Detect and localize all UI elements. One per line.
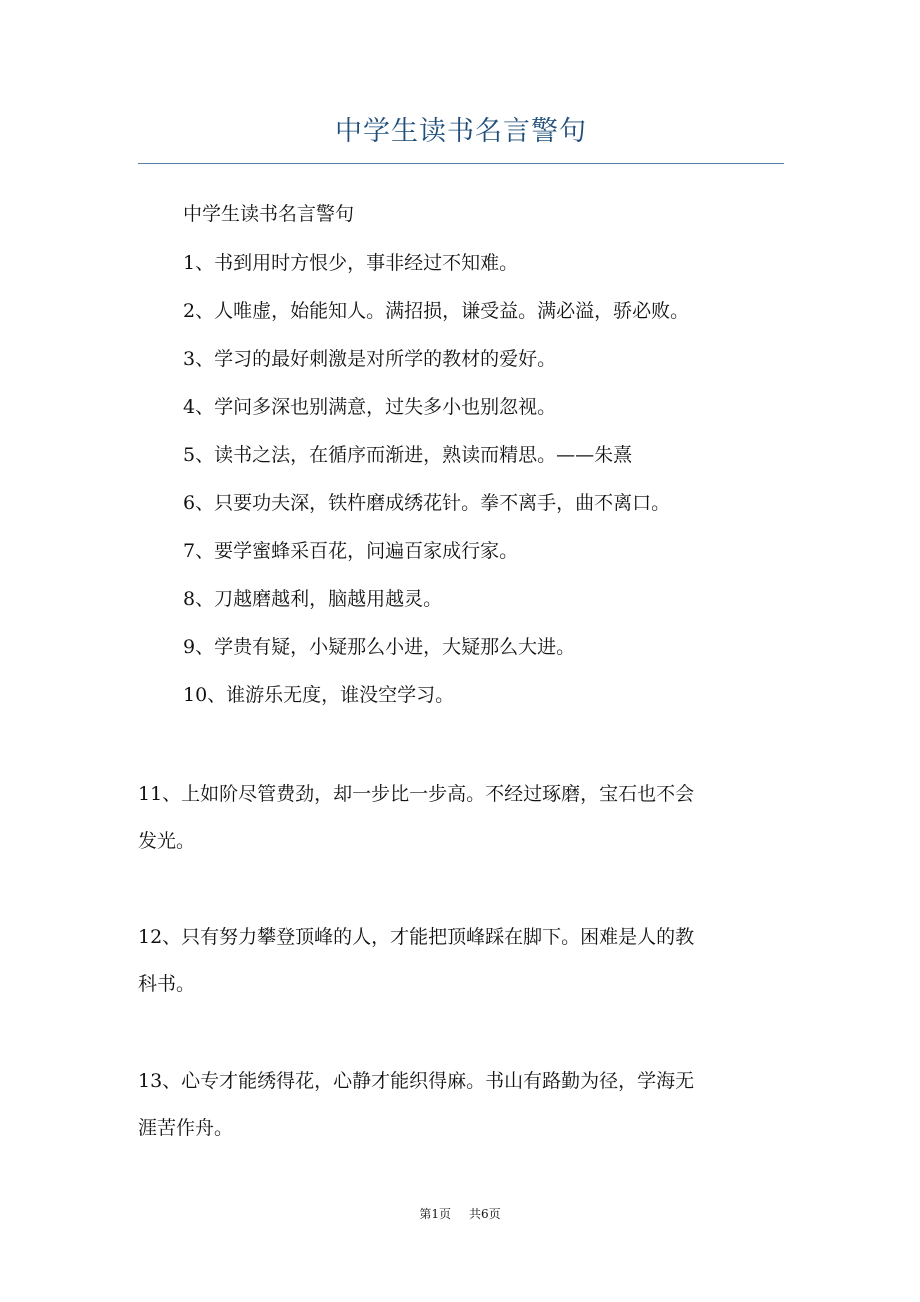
- quote-line: 6、只要功夫深，铁杵磨成绣花针。拳不离手，曲不离口。: [183, 492, 671, 514]
- quote-line: 5、读书之法，在循序而渐进，熟读而精思。——朱熹: [183, 444, 633, 466]
- quote-line: 9、学贵有疑，小疑那么小进，大疑那么大进。: [183, 636, 576, 658]
- quote-line: 8、刀越磨越利，脑越用越灵。: [183, 588, 443, 610]
- quote-line: 1、书到用时方恨少，事非经过不知难。: [183, 252, 519, 274]
- section-heading: 中学生读书名言警句: [183, 203, 355, 225]
- quote-line: 4、学问多深也别满意，过失多小也别忽视。: [183, 396, 557, 418]
- page-footer: [0, 1206, 920, 1222]
- quote-line: 7、要学蜜蜂采百花，问遍百家成行家。: [183, 540, 519, 562]
- quote-line: 3、学习的最好刺激是对所学的教材的爱好。: [183, 348, 557, 370]
- quote-line: 涯苦作舟。: [138, 1117, 234, 1139]
- quote-line: 科书。: [138, 973, 196, 995]
- page-title: 中学生读书名言警句: [335, 116, 587, 147]
- quote-line: 12、只有努力攀登顶峰的人，才能把顶峰踩在脚下。困难是人的教: [138, 926, 695, 948]
- page-total: 共6页: [469, 1207, 501, 1221]
- quote-line: 13、心专才能绣得花，心静才能织得麻。书山有路勤为径，学海无: [138, 1070, 695, 1092]
- quote-line: 发光。: [138, 830, 196, 852]
- quote-line: 11、上如阶尽管费劲，却一步比一步高。不经过琢磨，宝石也不会: [138, 783, 695, 805]
- page-number: 第1页: [419, 1207, 451, 1221]
- title-divider: [138, 163, 784, 164]
- quote-line: 10、谁游乐无度，谁没空学习。: [183, 684, 455, 706]
- quote-line: 2、人唯虚，始能知人。满招损，谦受益。满必溢，骄必败。: [183, 300, 690, 322]
